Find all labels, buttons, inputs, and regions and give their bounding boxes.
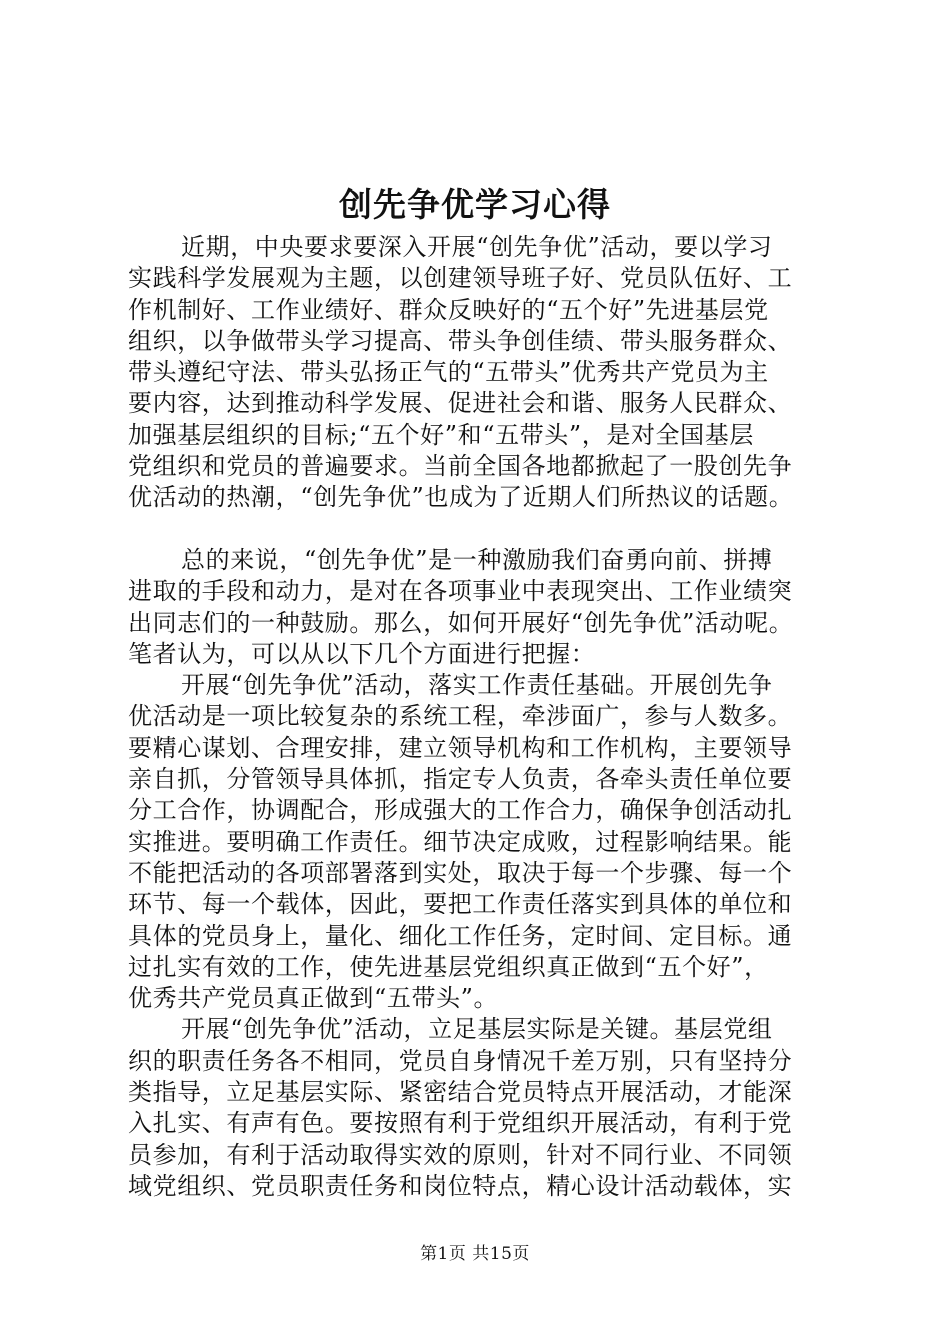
text-line: 出同志们的一种鼓励。那么，如何开展好“创先争优”活动呢。 <box>128 608 794 637</box>
text-line: 党组织和党员的普遍要求。当前全国各地都掀起了一股创先争 <box>128 452 793 481</box>
text-line: 开展“创先争优”活动，立足基层实际是关键。基层党组 <box>181 1015 773 1044</box>
text-line: 分工合作，协调配合，形成强大的工作合力，确保争创活动扎 <box>128 796 793 825</box>
text-line: 近期，中央要求要深入开展“创先争优”活动，要以学习 <box>181 233 773 261</box>
text-line: 笔者认为，可以从以下几个方面进行把握： <box>128 639 596 668</box>
text-line: 不能把活动的各项部署落到实处，取决于每一个步骤、每一个 <box>128 858 793 887</box>
text-line: 具体的党员身上，量化、细化工作任务，定时间、定目标。通 <box>128 921 793 950</box>
text-line: 优活动的热潮，“创先争优”也成为了近期人们所热议的话题。 <box>128 483 794 512</box>
text-line: 开展“创先争优”活动，落实工作责任基础。开展创先争 <box>181 671 773 700</box>
text-line: 带头遵纪守法、带头弘扬正气的“五带头”优秀共产党员为主 <box>128 358 769 387</box>
text-line: 优秀共产党员真正做到“五带头”。 <box>128 984 499 1013</box>
text-line: 作机制好、工作业绩好、群众反映好的“五个好”先进基层党 <box>128 295 769 324</box>
text-line: 实践科学发展观为主题，以创建领导班子好、党员队伍好、工 <box>128 264 793 293</box>
text-line: 加强基层组织的目标;“五个好”和“五带头”，是对全国基层 <box>128 420 754 449</box>
text-line: 要内容，达到推动科学发展、促进社会和谐、服务人民群众、 <box>128 389 793 418</box>
text-line: 入扎实、有声有色。要按照有利于党组织开展活动，有利于党 <box>128 1109 793 1138</box>
text-line: 组织，以争做带头学习提高、带头争创佳绩、带头服务群众、 <box>128 326 793 355</box>
text-line: 进取的手段和动力，是对在各项事业中表现突出、工作业绩突 <box>128 577 793 606</box>
text-line: 总的来说，“创先争优”是一种激励我们奋勇向前、拼搏 <box>181 545 773 574</box>
page-footer: 第1页 共15页 <box>420 1244 530 1264</box>
blank-line <box>128 514 838 545</box>
text-line: 过扎实有效的工作，使先进基层党组织真正做到“五个好”， <box>128 952 769 981</box>
document-body <box>128 232 838 1202</box>
text-line: 域党组织、党员职责任务和岗位特点，精心设计活动载体，实 <box>128 1171 793 1200</box>
text-line: 员参加，有利于活动取得实效的原则，针对不同行业、不同领 <box>128 1140 793 1169</box>
text-line: 要精心谋划、合理安排，建立领导机构和工作机构，主要领导 <box>128 733 793 762</box>
text-line: 优活动是一项比较复杂的系统工程，牵涉面广，参与人数多。 <box>128 702 793 731</box>
text-line: 亲自抓，分管领导具体抓，指定专人负责，各牵头责任单位要 <box>128 765 793 794</box>
text-line: 织的职责任务各不相同，党员自身情况千差万别，只有坚持分 <box>128 1046 793 1075</box>
text-line: 实推进。要明确工作责任。细节决定成败，过程影响结果。能 <box>128 827 793 856</box>
document-title: 创先争优学习心得 <box>339 185 611 224</box>
text-line: 类指导，立足基层实际、紧密结合党员特点开展活动，才能深 <box>128 1078 793 1107</box>
text-line: 环节、每一个载体，因此，要把工作责任落实到具体的单位和 <box>128 890 793 919</box>
